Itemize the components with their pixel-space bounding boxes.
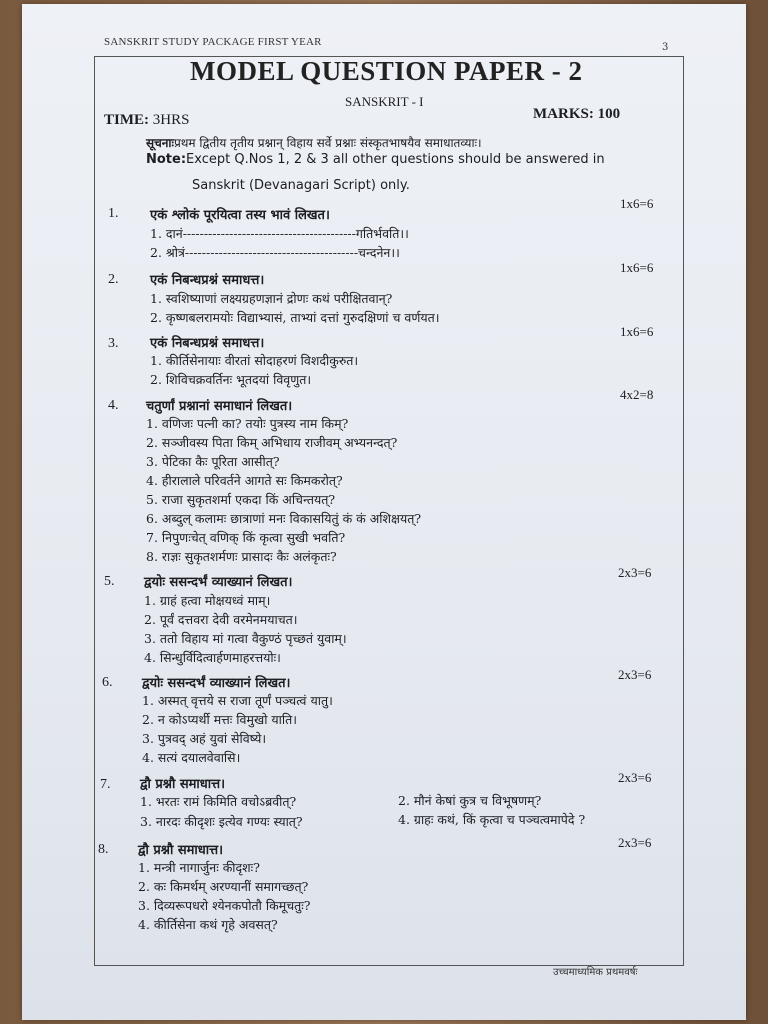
question-heading: द्वौ प्रश्नौ समाधात्त।: [138, 843, 224, 858]
question-item: 4. ग्राहः कथं, किं कृत्वा च पञ्चत्वमापेदे ?: [398, 812, 586, 827]
question-item: 2. शिविचक्रवर्तिनः भूतदयां विवृणुत।: [150, 372, 312, 387]
question-marks: 1x6=6: [620, 260, 654, 275]
question-number: 2.: [108, 272, 119, 287]
page-title: MODEL QUESTION PAPER - 2: [190, 56, 583, 86]
subject-label: SANSKRIT - I: [345, 94, 424, 109]
time-label: [104, 112, 189, 129]
english-instruction-text: Except Q.Nos 1, 2 & 3 all other questions should be answered in: [186, 152, 605, 167]
question-item: 4. सिन्धुर्विदित्वार्हणमाहरत्तयोः।: [144, 650, 281, 665]
question-marks: 1x6=6: [620, 324, 654, 339]
question-heading: द्वौ प्रश्नौ समाधात्त।: [140, 777, 226, 792]
question-item: 2. श्रोत्रं-----------------------------------------चन्दनेन।।: [150, 245, 400, 260]
question-heading: एकं निबन्धप्रश्नं समाधत्त।: [150, 273, 265, 288]
question-item: 4. सत्यं दयालवेवासि।: [142, 750, 241, 765]
question-item: 2. कृष्णबलरामयोः विद्याभ्यासं, ताभ्यां दत्तां गुरुदक्षिणां च वर्णयत।: [150, 310, 440, 325]
question-number: 3.: [108, 336, 119, 351]
question-marks: 4x2=8: [620, 387, 654, 402]
question-number: 5.: [104, 574, 115, 589]
question-item: 1. ग्राहं हत्वा मोक्षयध्वं माम्।: [144, 593, 271, 608]
question-item: 3. पेटिका कैः पूरिता आसीत्?: [146, 454, 280, 469]
english-instruction-label: Note:: [146, 152, 187, 167]
question-marks: 2x3=6: [618, 565, 652, 580]
question-item: 2. न कोऽप्यर्थी मत्तः विमुखो याति।: [142, 712, 297, 727]
running-head: SANSKRIT STUDY PACKAGE FIRST YEAR: [104, 36, 322, 48]
question-item: 6. अब्दुल् कलामः छात्राणां मनः विकासयितुं कं कं अशिक्षयत्?: [146, 511, 422, 526]
question-item: 3. दिव्यरूपधरो श्येनकपोतौ किमूचतुः?: [138, 898, 311, 913]
question-item: 2. मौनं केषां कुत्र च विभूषणम्?: [398, 793, 542, 808]
question-item: 4. हीरालाले परिवर्तने आगते सः किमकरोत्?: [146, 473, 343, 488]
question-number: 4.: [108, 398, 119, 413]
question-item: 2. सञ्जीवस्य पिता किम् अभिधाय राजीवम् अभ्यनन्दत्?: [146, 435, 398, 450]
question-item: 1. भरतः रामं किमिति वचोऽब्रवीत्?: [140, 794, 297, 809]
sanskrit-instruction-label: सूचनाः: [146, 136, 174, 150]
question-item: 1. कीर्तिसेनायाः वीरतां सोदाहरणं विशदीकुरुत।: [150, 353, 359, 368]
english-instruction: [146, 152, 686, 167]
question-heading: एकं निबन्धप्रश्नं समाधत्त।: [150, 336, 265, 351]
question-item: 1. वणिजः पत्नी का? तयोः पुत्रस्य नाम किम्?: [146, 416, 349, 431]
question-item: 1. अस्मत् वृत्तये स राजा तूर्णं पञ्चत्वं यातु।: [142, 693, 333, 708]
question-item: 3. ततो विहाय मां गत्वा वैकुण्ठं पृच्छतं युवाम्।: [144, 631, 347, 646]
question-marks: 2x3=6: [618, 667, 652, 682]
footer-note: उच्चमाध्यमिक प्रथमवर्षः: [553, 967, 638, 978]
question-heading: चतुर्णां प्रश्नानां समाधानं लिखत।: [146, 399, 293, 414]
question-heading: द्वयोः ससन्दर्भं व्याख्यानं लिखत।: [142, 676, 291, 691]
time-key: TIME:: [104, 112, 149, 128]
total-marks: MARKS: 100: [533, 106, 621, 122]
english-instruction-line-2: Sanskrit (Devanagari Script) only.: [192, 178, 410, 193]
question-item: 1. स्वशिष्याणां लक्ष्यग्रहणज्ञानं द्रोणः कथं परीक्षितवान्?: [150, 291, 393, 306]
question-item: 3. पुत्रवद् अहं युवां सेविष्ये।: [142, 731, 267, 746]
question-marks: 1x6=6: [620, 196, 654, 211]
question-item: 5. राजा सुकृतशर्मा एकदा किं अचिन्तयत्?: [146, 492, 336, 507]
question-number: 7.: [100, 777, 111, 792]
question-item: 2. कः किमर्थम् अरण्यानीं समागच्छत्?: [138, 879, 309, 894]
page-number: 3: [662, 42, 669, 53]
time-value: 3HRS: [149, 112, 190, 128]
question-item: 1. मन्त्री नागार्जुनः कीदृशः?: [138, 860, 260, 875]
question-item: 2. पूर्वं दत्तवरा देवी वरमेनमयाचत।: [144, 612, 298, 627]
question-item: 1. दानं-----------------------------------------गतिर्भवति।।: [150, 226, 409, 241]
question-number: 6.: [102, 675, 113, 690]
question-marks: 2x3=6: [618, 770, 652, 785]
question-item: 8. राज्ञः सुकृतशर्मणः प्रासादः कैः अलंकृतः?: [146, 549, 337, 564]
sanskrit-instruction: [146, 134, 686, 151]
question-item: 3. नारदः कीदृशः इत्येव गण्यः स्यात्?: [140, 814, 303, 829]
sanskrit-instruction-text: प्रथम द्वितीय तृतीय प्रश्नान् विहाय सर्वे प्रश्नाः संस्कृतभाषयैव समाधातव्याः।: [173, 136, 482, 150]
question-heading: द्वयोः ससन्दर्भं व्याख्यानं लिखत।: [144, 575, 293, 590]
question-item: 4. कीर्तिसेना कथं गृहे अवसत्?: [138, 917, 278, 932]
question-heading: एकं श्लोकं पूरयित्वा तस्य भावं लिखत।: [150, 208, 330, 223]
question-number: 8.: [98, 842, 109, 857]
question-marks: 2x3=6: [618, 835, 652, 850]
question-item: 7. निपुणःचेत् वणिक् किं कृत्वा सुखी भवति?: [146, 530, 346, 545]
question-number: 1.: [108, 206, 119, 221]
